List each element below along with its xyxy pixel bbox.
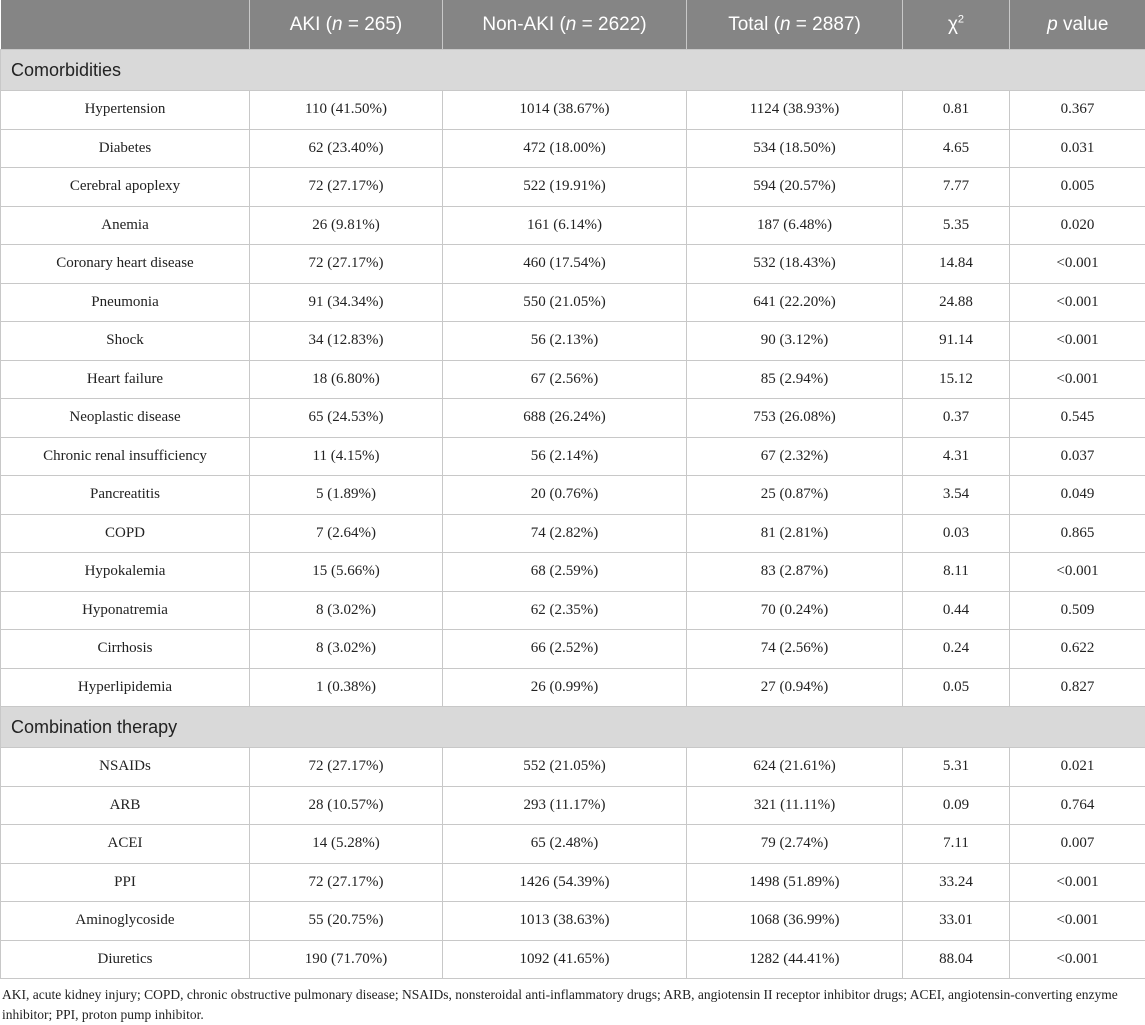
aki-cell: 8 (3.02%) [250,591,443,630]
section-row [1,50,1145,91]
table-row [1,630,1145,669]
aki-cell: 72 (27.17%) [250,168,443,207]
p-value-cell: 0.827 [1010,668,1145,707]
aki-cell: 62 (23.40%) [250,129,443,168]
p-value-cell: 0.865 [1010,514,1145,553]
chi-square-cell: 0.81 [903,91,1010,130]
p-value-cell: 0.049 [1010,476,1145,515]
p-value-cell: 0.509 [1010,591,1145,630]
p-value-cell: 0.005 [1010,168,1145,207]
non-aki-cell: 62 (2.35%) [443,591,687,630]
chi-square-cell: 5.31 [903,748,1010,787]
row-label: Pneumonia [1,283,250,322]
row-label: Hypokalemia [1,553,250,592]
table-row [1,322,1145,361]
non-aki-cell: 522 (19.91%) [443,168,687,207]
aki-cell: 55 (20.75%) [250,902,443,941]
non-aki-cell: 1092 (41.65%) [443,940,687,979]
p-value-cell: 0.031 [1010,129,1145,168]
chi-square-cell: 4.65 [903,129,1010,168]
non-aki-cell: 67 (2.56%) [443,360,687,399]
row-label: Chronic renal insufficiency [1,437,250,476]
p-value-cell: 0.037 [1010,437,1145,476]
header-row [1,0,1145,50]
total-cell: 624 (21.61%) [687,748,903,787]
aki-cell: 11 (4.15%) [250,437,443,476]
total-cell: 641 (22.20%) [687,283,903,322]
aki-cell: 15 (5.66%) [250,553,443,592]
table-row [1,668,1145,707]
chi-square-cell: 0.37 [903,399,1010,438]
non-aki-cell: 472 (18.00%) [443,129,687,168]
aki-cell: 110 (41.50%) [250,91,443,130]
table-row [1,168,1145,207]
table-row [1,591,1145,630]
non-aki-cell: 56 (2.14%) [443,437,687,476]
chi-square-cell: 0.09 [903,786,1010,825]
aki-cell: 72 (27.17%) [250,245,443,284]
aki-cell: 14 (5.28%) [250,825,443,864]
table-row [1,245,1145,284]
header-p-value: p value [1010,0,1145,50]
aki-cell: 91 (34.34%) [250,283,443,322]
chi-square-cell: 0.24 [903,630,1010,669]
table-row [1,206,1145,245]
total-cell: 1068 (36.99%) [687,902,903,941]
p-value-cell: 0.367 [1010,91,1145,130]
total-cell: 27 (0.94%) [687,668,903,707]
non-aki-cell: 161 (6.14%) [443,206,687,245]
chi-square-cell: 91.14 [903,322,1010,361]
p-value-cell: 0.021 [1010,748,1145,787]
row-label: Diabetes [1,129,250,168]
row-label: Neoplastic disease [1,399,250,438]
row-label: Hyponatremia [1,591,250,630]
total-cell: 90 (3.12%) [687,322,903,361]
total-cell: 81 (2.81%) [687,514,903,553]
table-row [1,399,1145,438]
non-aki-cell: 56 (2.13%) [443,322,687,361]
aki-cell: 5 (1.89%) [250,476,443,515]
header-chi-square: $\chi^2$ [903,0,1010,50]
row-label: NSAIDs [1,748,250,787]
total-cell: 1282 (44.41%) [687,940,903,979]
p-value-cell: 0.020 [1010,206,1145,245]
row-label: ACEI [1,825,250,864]
chi-square-cell: 15.12 [903,360,1010,399]
chi-square-cell: 7.11 [903,825,1010,864]
aki-cell: 34 (12.83%) [250,322,443,361]
non-aki-cell: 1426 (54.39%) [443,863,687,902]
total-cell: 532 (18.43%) [687,245,903,284]
aki-cell: 72 (27.17%) [250,748,443,787]
chi-square-cell: 7.77 [903,168,1010,207]
section-row [1,707,1145,748]
table-row [1,786,1145,825]
row-label: Hyperlipidemia [1,668,250,707]
p-value-cell: 0.007 [1010,825,1145,864]
chi-square-cell: 0.44 [903,591,1010,630]
total-cell: 534 (18.50%) [687,129,903,168]
aki-cell: 26 (9.81%) [250,206,443,245]
total-cell: 1124 (38.93%) [687,91,903,130]
non-aki-cell: 68 (2.59%) [443,553,687,592]
p-value-cell: <0.001 [1010,360,1145,399]
non-aki-cell: 1014 (38.67%) [443,91,687,130]
non-aki-cell: 552 (21.05%) [443,748,687,787]
chi-square-cell: 88.04 [903,940,1010,979]
total-cell: 1498 (51.89%) [687,863,903,902]
aki-cell: 8 (3.02%) [250,630,443,669]
total-cell: 70 (0.24%) [687,591,903,630]
chi-square-cell: 33.01 [903,902,1010,941]
non-aki-cell: 66 (2.52%) [443,630,687,669]
aki-cell: 190 (71.70%) [250,940,443,979]
chi-square-cell: 33.24 [903,863,1010,902]
non-aki-cell: 550 (21.05%) [443,283,687,322]
header-non-aki: Non-AKI (n = 2622) [443,0,687,50]
non-aki-cell: 20 (0.76%) [443,476,687,515]
aki-cell: 28 (10.57%) [250,786,443,825]
chi-square-cell: 0.03 [903,514,1010,553]
non-aki-cell: 65 (2.48%) [443,825,687,864]
table-row [1,748,1145,787]
header-empty-cell [1,0,250,50]
table-body [1,50,1145,979]
p-value-cell: 0.764 [1010,786,1145,825]
non-aki-cell: 74 (2.82%) [443,514,687,553]
table-row [1,476,1145,515]
non-aki-cell: 1013 (38.63%) [443,902,687,941]
chi-square-cell: 24.88 [903,283,1010,322]
row-label: Anemia [1,206,250,245]
aki-cell: 65 (24.53%) [250,399,443,438]
row-label: ARB [1,786,250,825]
row-label: Aminoglycoside [1,902,250,941]
total-cell: 85 (2.94%) [687,360,903,399]
table-header [1,0,1145,50]
row-label: Coronary heart disease [1,245,250,284]
table-row [1,360,1145,399]
total-cell: 67 (2.32%) [687,437,903,476]
row-label: Shock [1,322,250,361]
p-value-cell: <0.001 [1010,553,1145,592]
table-row [1,940,1145,979]
p-value-cell: 0.545 [1010,399,1145,438]
table-row [1,91,1145,130]
total-cell: 25 (0.87%) [687,476,903,515]
p-value-cell: <0.001 [1010,322,1145,361]
row-label: COPD [1,514,250,553]
p-value-cell: <0.001 [1010,245,1145,284]
row-label: Diuretics [1,940,250,979]
chi-square-cell: 4.31 [903,437,1010,476]
row-label: Pancreatitis [1,476,250,515]
aki-cell: 18 (6.80%) [250,360,443,399]
non-aki-cell: 460 (17.54%) [443,245,687,284]
total-cell: 83 (2.87%) [687,553,903,592]
table-row [1,902,1145,941]
table-row [1,863,1145,902]
row-label: PPI [1,863,250,902]
table-row [1,129,1145,168]
table-row [1,553,1145,592]
row-label: Heart failure [1,360,250,399]
total-cell: 753 (26.08%) [687,399,903,438]
p-value-cell: <0.001 [1010,940,1145,979]
chi-square-cell: 14.84 [903,245,1010,284]
total-cell: 79 (2.74%) [687,825,903,864]
chi-square-cell: 0.05 [903,668,1010,707]
total-cell: 321 (11.11%) [687,786,903,825]
non-aki-cell: 26 (0.99%) [443,668,687,707]
p-value-cell: 0.622 [1010,630,1145,669]
table-row [1,514,1145,553]
non-aki-cell: 688 (26.24%) [443,399,687,438]
chi-square-cell: 8.11 [903,553,1010,592]
row-label: Hypertension [1,91,250,130]
aki-cell: 1 (0.38%) [250,668,443,707]
p-value-cell: <0.001 [1010,902,1145,941]
chi-square-cell: 3.54 [903,476,1010,515]
total-cell: 187 (6.48%) [687,206,903,245]
chi-square-cell: 5.35 [903,206,1010,245]
aki-cell: 7 (2.64%) [250,514,443,553]
row-label: Cirrhosis [1,630,250,669]
total-cell: 74 (2.56%) [687,630,903,669]
table-row [1,283,1145,322]
section-title: Comorbidities [1,50,1145,91]
header-total: Total (n = 2887) [687,0,903,50]
header-aki: AKI (n = 265) [250,0,443,50]
p-value-cell: <0.001 [1010,863,1145,902]
table-row [1,825,1145,864]
total-cell: 594 (20.57%) [687,168,903,207]
aki-cell: 72 (27.17%) [250,863,443,902]
non-aki-cell: 293 (11.17%) [443,786,687,825]
row-label: Cerebral apoplexy [1,168,250,207]
table-row [1,437,1145,476]
table-footnote: AKI, acute kidney injury; COPD, chronic obstructive pulmonary disease; NSAIDs, nonsteroidal anti-inflammatory drugs; ARB, angiotensin II receptor inhibitor drugs; ACEI, angiotensin-converting enzyme inhibitor; PPI, proton pump inhibitor. [0,979,1145,1025]
section-title: Combination therapy [1,707,1145,748]
p-value-cell: <0.001 [1010,283,1145,322]
